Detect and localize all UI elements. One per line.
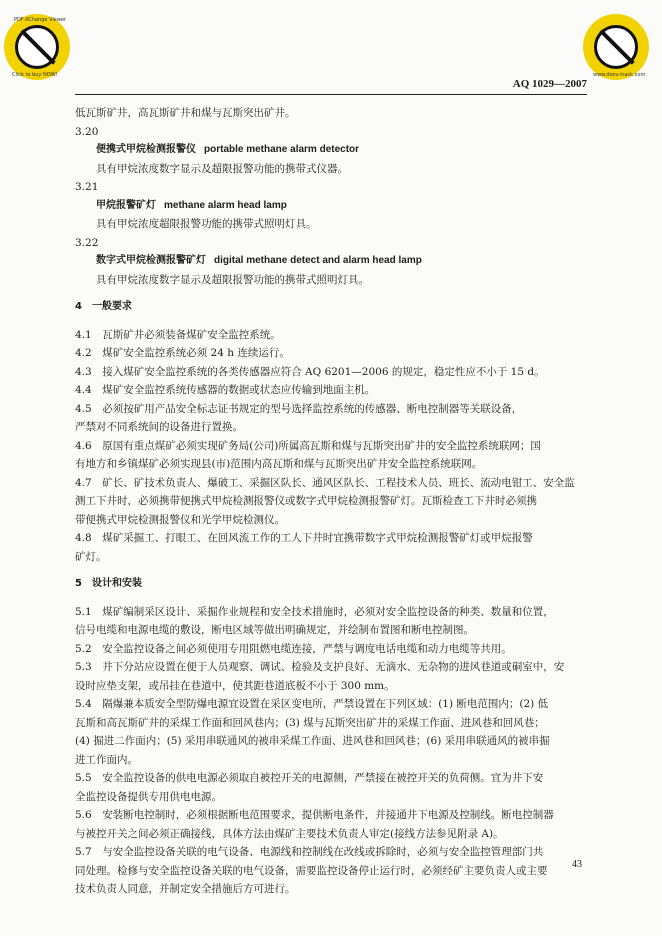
- term-title: [75, 141, 590, 160]
- clause-cont: (4) 掘进二作面内；(5) 采用串联通风的被串采煤工作面、进风巷和回风巷；(6) 采用串联通风的被串掘: [75, 735, 550, 747]
- clause: 5.2 安全监控设备之间必须使用专用阻燃电缆连接，严禁与调度电话电缆和动力电缆等共用。: [75, 642, 512, 655]
- clause-cont: 测工下井时，必须携带便携式甲烷检测报警仪或数字式甲烷检测报警矿灯。瓦斯检查工下井时必须携: [75, 495, 537, 507]
- badge-url: www.docu-track.com: [593, 72, 646, 78]
- header-rule: [75, 94, 587, 95]
- no-sign-icon: [594, 25, 638, 69]
- clause-cont: 与被控开关之间必须正确接线，具体方法由煤矿主要技术负责人审定(接线方法参见附录 A)。: [75, 827, 504, 840]
- clause-number: 3.22: [75, 236, 99, 249]
- section-heading: 4 一般要求: [75, 301, 132, 312]
- clause: 5.1 煤矿编制采区设计、采掘作业规程和安全技术措施时，必须对安全监控设备的种类、数量和位置，: [75, 605, 554, 618]
- term-definition: 具有甲烷浓度数字显示及超限报警功能的携带式照明灯具。: [96, 273, 369, 286]
- clause-cont: 信号电缆和电源电缆的敷设，断电区域等做出明确规定，并绘制布置图和断电控制图。: [75, 624, 474, 636]
- term-definition: 具有甲烷浓度数字显示及超限报警功能的携带式仪器。: [96, 162, 348, 175]
- clause-cont: 全监控设备提供专用供电电源。: [75, 790, 222, 803]
- section-heading: 5 设计和安装: [75, 578, 142, 589]
- clause-number: 3.20: [75, 125, 99, 138]
- document-body: [75, 104, 590, 899]
- clause: 5.4 隔爆兼本质安全型防爆电源宜设置在采区变电所，严禁设置在下列区域：(1) 断电范围内；(2) 低: [75, 698, 549, 710]
- clause-cont: 矿灯。: [75, 550, 107, 563]
- term-title: [75, 197, 590, 216]
- term-cn: 甲烷报警矿灯: [96, 199, 156, 211]
- clause-cont: 带便携式甲烷检测报警仪和光学甲烷检测仪。: [75, 513, 285, 526]
- clause-cont: 设时应垫支架，或吊挂在巷道中，使其距巷道底板不小于 300 mm。: [75, 679, 395, 692]
- pdf-xchange-badge-right[interactable]: [583, 14, 649, 80]
- clause: 5.5 安全监控设备的供电电源必须取自被控开关的电源侧，严禁接在被控开关的负荷侧。宜为井下安: [75, 772, 544, 784]
- clause: 4.3 接入煤矿安全监控系统的各类传感器应符合 AQ 6201—2006 的规定，稳定性应不小于 15 d。: [75, 365, 545, 378]
- clause: 5.6 安装断电控制时，必须根据断电范围要求，提供断电条件，并接通井下电源及控制线。断电控制器: [75, 809, 554, 821]
- clause: 4.1 瓦斯矿井必须装备煤矿安全监控系统。: [75, 328, 281, 341]
- clause-cont: 瓦斯和高瓦斯矿井的采煤工作面和回风巷内；(3) 煤与瓦斯突出矿井的采煤工作面、进风巷和回风巷；: [75, 716, 545, 729]
- text-line: 低瓦斯矿井，高瓦斯矿井和煤与瓦斯突出矿井。: [75, 107, 296, 119]
- clause-cont: 有地方和乡镇煤矿必须实现县(市)范围内高瓦斯和煤与瓦斯突出矿井安全监控系统联网。: [75, 458, 483, 470]
- clause-cont: 进工作面内。: [75, 753, 138, 766]
- term-title: [75, 252, 590, 271]
- clause: 5.7 与安全监控设备关联的电气设备、电源线和控制线在改线或拆除时，必须与安全监控管理部门共: [75, 846, 544, 858]
- clause-cont: 严禁对不同系统间的设备进行置换。: [75, 421, 243, 433]
- page-number: 43: [572, 859, 582, 870]
- term-cn: 便携式甲烷检测报警仪: [96, 144, 196, 155]
- clause: 4.5 必须按矿用产品安全标志证书规定的型号选择监控系统的传感器、断电控制器等关联设备，: [75, 402, 523, 415]
- clause: 4.2 煤矿安全监控系统必须 24 h 连续运行。: [75, 347, 290, 359]
- clause: 5.3 井下分站应设置在便于人员观察、调试、检验及支护良好、无滴水、无杂物的进风巷道或硐室中，安: [75, 661, 565, 673]
- clause: 4.7 矿长、矿技术负责人、爆破工、采掘区队长、通风区队长、工程技术人员、班长、流动电钳工、安全监: [75, 476, 575, 489]
- term-cn: 数字式甲烷检测报警矿灯: [96, 255, 206, 266]
- clause: 4.6 原国有重点煤矿必须实现矿务局(公司)所属高瓦斯和煤与瓦斯突出矿井的安全监控系统联网；国: [75, 439, 541, 452]
- term-en: methane alarm head lamp: [164, 199, 287, 211]
- clause: 4.4 煤矿安全监控系统传感器的数据或状态应传输到地面主机。: [75, 384, 376, 396]
- clause-number: 3.21: [75, 181, 99, 193]
- term-en: portable methane alarm detector: [204, 144, 360, 155]
- standard-number: AQ 1029—2007: [512, 78, 587, 90]
- clause: 4.8 煤矿采掘工、打眼工、在回风流工作的工人下井时宜携带数字式甲烷检测报警矿灯或甲烷报警: [75, 532, 533, 544]
- no-sign-icon: [15, 25, 59, 69]
- pdf-xchange-badge-left[interactable]: [4, 14, 70, 80]
- clause-cont: 同处理。检修与安全监控设备关联的电气设备，需要监控设备停止运行时，必须经矿主要负责人或主要: [75, 864, 548, 877]
- term-definition: 具有甲烷浓度超限报警功能的携带式照明灯具。: [96, 218, 317, 230]
- term-en: digital methane detect and alarm head lamp: [214, 255, 422, 266]
- badge-sub: Click to buy NOW!: [12, 72, 58, 78]
- badge-text: PDF-XChange Viewer: [14, 17, 67, 23]
- clause-cont: 技术负责人同意，并制定安全措施后方可进行。: [75, 883, 296, 895]
